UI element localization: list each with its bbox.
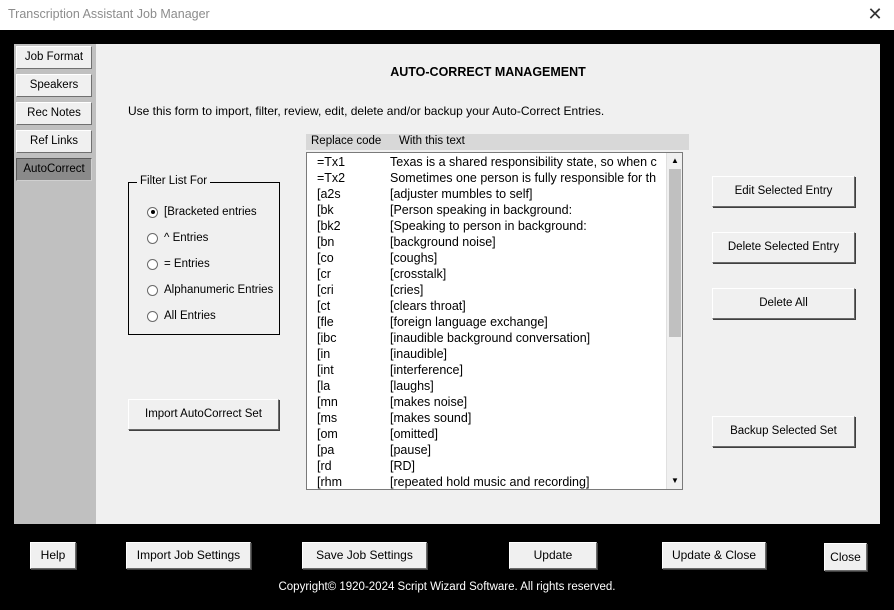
list-item[interactable] <box>307 442 667 458</box>
list-item[interactable] <box>307 426 667 442</box>
replace-code-cell: [a2s <box>317 187 341 201</box>
sidebar <box>14 44 96 524</box>
sidebar-item-ref-links[interactable]: Ref Links <box>16 130 92 153</box>
replace-code-cell: [bk <box>317 203 334 217</box>
replace-code-cell: [cri <box>317 283 334 297</box>
replacement-text-cell: [cries] <box>390 283 424 297</box>
list-item[interactable] <box>307 234 667 250</box>
replacement-text-cell: [interference] <box>390 363 463 377</box>
column-header-replace-code: Replace code <box>311 135 382 147</box>
replace-code-cell: [fle <box>317 315 334 329</box>
replace-code-cell: [ms <box>317 411 338 425</box>
radio-icon[interactable] <box>147 311 158 322</box>
replace-code-cell: =Tx2 <box>317 171 346 185</box>
list-scrollbar[interactable] <box>666 153 682 489</box>
filter-option-caret[interactable] <box>147 230 208 246</box>
list-item[interactable] <box>307 202 667 218</box>
list-item[interactable] <box>307 394 667 410</box>
list-header <box>306 134 689 150</box>
copyright-text: Copyright© 1920-2024 Script Wizard Software. All rights reserved. <box>278 581 616 593</box>
replace-code-cell: [bn <box>317 235 335 249</box>
list-item[interactable] <box>307 186 667 202</box>
list-item[interactable] <box>307 154 667 170</box>
sidebar-item-job-format[interactable]: Job Format <box>16 46 92 69</box>
page-title: AUTO-CORRECT MANAGEMENT <box>390 65 586 79</box>
replace-code-cell: [rd <box>317 459 332 473</box>
scroll-thumb[interactable] <box>669 169 681 337</box>
intro-text: Use this form to import, filter, review, edit, delete and/or backup your Auto-Correct Entries. <box>128 104 605 118</box>
sidebar-item-speakers[interactable]: Speakers <box>16 74 92 97</box>
window-title: Transcription Assistant Job Manager <box>8 7 210 21</box>
replacement-text-cell: [laughs] <box>390 379 434 393</box>
replace-code-cell: [om <box>317 427 338 441</box>
replace-code-cell: [rhm <box>317 475 342 489</box>
close-button[interactable]: Close <box>824 543 867 571</box>
title-bar <box>0 0 894 30</box>
replacement-text-cell: [adjuster mumbles to self] <box>390 187 533 201</box>
edit-selected-entry-button[interactable]: Edit Selected Entry <box>712 176 855 207</box>
help-button[interactable]: Help <box>30 542 76 569</box>
replacement-text-cell: [coughs] <box>390 251 438 265</box>
list-rows <box>307 154 667 490</box>
radio-icon[interactable] <box>147 259 158 270</box>
replace-code-cell: =Tx1 <box>317 155 346 169</box>
list-item[interactable] <box>307 330 667 346</box>
update-close-button[interactable]: Update & Close <box>662 542 766 569</box>
list-item[interactable] <box>307 362 667 378</box>
list-item[interactable] <box>307 346 667 362</box>
replacement-text-cell: [pause] <box>390 443 432 457</box>
list-item[interactable] <box>307 266 667 282</box>
list-item[interactable] <box>307 474 667 490</box>
replacement-text-cell: [clears throat] <box>390 299 466 313</box>
replace-code-cell: [pa <box>317 443 335 457</box>
replace-code-cell: [mn <box>317 395 338 409</box>
filter-option-label: ^ Entries <box>164 232 209 244</box>
autocorrect-panel <box>96 44 880 524</box>
replacement-text-cell: Sometimes one person is fully responsible for th <box>390 171 657 185</box>
filter-option-equals[interactable] <box>147 256 210 272</box>
replacement-text-cell: [makes sound] <box>390 411 472 425</box>
update-button[interactable]: Update <box>509 542 597 569</box>
radio-selected-icon[interactable] <box>147 207 158 218</box>
replacement-text-cell: [inaudible] <box>390 347 447 361</box>
replacement-text-cell: [crosstalk] <box>390 267 447 281</box>
replace-code-cell: [int <box>317 363 334 377</box>
list-item[interactable] <box>307 250 667 266</box>
window-close-icon[interactable]: ✕ <box>867 4 883 24</box>
list-item[interactable] <box>307 218 667 234</box>
replace-code-cell: [la <box>317 379 331 393</box>
list-item[interactable] <box>307 298 667 314</box>
list-item[interactable] <box>307 170 667 186</box>
import-autocorrect-set-button[interactable]: Import AutoCorrect Set <box>128 399 279 430</box>
replacement-text-cell: [Speaking to person in background: <box>390 219 587 233</box>
backup-selected-set-button[interactable]: Backup Selected Set <box>712 416 855 447</box>
filter-legend: Filter List For <box>137 175 210 187</box>
replace-code-cell: [cr <box>317 267 331 281</box>
list-item[interactable] <box>307 282 667 298</box>
replacement-text-cell: Texas is a shared responsibility state, so when c <box>390 155 657 169</box>
replacement-text-cell: [Person speaking in background: <box>390 203 573 217</box>
filter-option-label: [Bracketed entries <box>164 206 257 218</box>
replacement-text-cell: [foreign language exchange] <box>390 315 548 329</box>
sidebar-item-autocorrect[interactable]: AutoCorrect <box>16 158 92 181</box>
delete-selected-entry-button[interactable]: Delete Selected Entry <box>712 232 855 263</box>
delete-all-button[interactable]: Delete All <box>712 288 855 319</box>
filter-option-bracketed[interactable] <box>147 204 257 220</box>
replacement-text-cell: [RD] <box>390 459 415 473</box>
replacement-text-cell: [omitted] <box>390 427 438 441</box>
list-item[interactable] <box>307 458 667 474</box>
filter-option-label: All Entries <box>164 310 216 322</box>
column-header-with-text: With this text <box>399 135 465 147</box>
scroll-down-icon[interactable]: ▼ <box>671 476 679 485</box>
replacement-text-cell: [repeated hold music and recording] <box>390 475 590 489</box>
save-job-settings-button[interactable]: Save Job Settings <box>302 542 427 569</box>
replacement-text-cell: [inaudible background conversation] <box>390 331 591 345</box>
replacement-text-cell: [makes noise] <box>390 395 468 409</box>
filter-option-alphanumeric[interactable] <box>147 282 273 298</box>
replacement-text-cell: [background noise] <box>390 235 496 249</box>
replace-code-cell: [co <box>317 251 334 265</box>
replace-code-cell: [ct <box>317 299 331 313</box>
list-item[interactable] <box>307 410 667 426</box>
radio-icon[interactable] <box>147 233 158 244</box>
scroll-up-icon[interactable]: ▲ <box>671 156 679 165</box>
filter-option-label: Alphanumeric Entries <box>164 284 274 296</box>
radio-icon[interactable] <box>147 285 158 296</box>
autocorrect-entries-list[interactable] <box>306 152 683 490</box>
filter-option-label: = Entries <box>164 258 210 270</box>
filter-group <box>128 175 280 335</box>
replace-code-cell: [ibc <box>317 331 337 345</box>
import-job-settings-button[interactable]: Import Job Settings <box>126 542 251 569</box>
list-item[interactable] <box>307 314 667 330</box>
sidebar-item-rec-notes[interactable]: Rec Notes <box>16 102 92 125</box>
list-item[interactable] <box>307 378 667 394</box>
replace-code-cell: [in <box>317 347 331 361</box>
replace-code-cell: [bk2 <box>317 219 341 233</box>
filter-option-all[interactable] <box>147 308 216 324</box>
